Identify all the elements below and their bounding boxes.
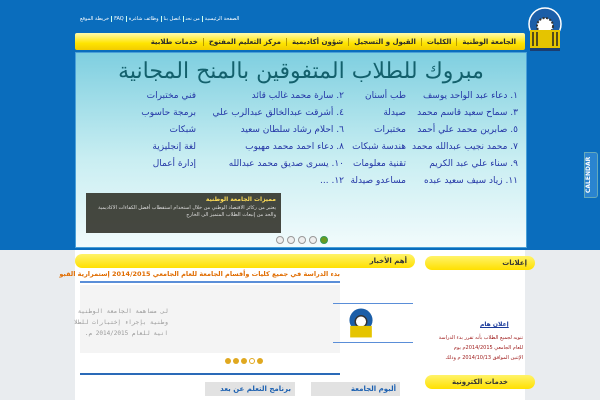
top-link-contact[interactable]: اتصل بنا: [161, 16, 183, 22]
gallery-header[interactable]: ألبوم الجامعة: [311, 382, 400, 396]
nav-academic[interactable]: شؤون أكاديمية: [286, 38, 348, 46]
scholar-major: فني مختبرات: [146, 91, 196, 101]
university-logo[interactable]: [527, 4, 563, 52]
news-line: انية للعام 2014/2015 م.: [84, 330, 168, 337]
announcement-link[interactable]: إعلان هام: [480, 321, 509, 328]
nav-student-services[interactable]: خدمات طلابية: [150, 37, 198, 46]
news-ticker[interactable]: بدء الدراسة في جميع كليات وأقسام الجامعة للعام الجامعي 2014/2015 إستمرارية القبو: [59, 270, 340, 278]
news-dot-active[interactable]: [249, 358, 255, 364]
divider: [333, 303, 413, 304]
news-line: لى مساهمة الجامعة الوطنية: [77, 308, 168, 315]
scholar-major: مختبرات: [373, 125, 406, 135]
scholar-name: ١. دعاء عبد الواحد يوسف: [422, 91, 518, 101]
top-link-about[interactable]: من نحن: [183, 16, 202, 22]
scholar-name: ٩. سناء علي عبد الكريم: [429, 159, 518, 169]
scholar-name: ٧. محمد نجيب عبدالله محمد: [412, 142, 518, 152]
distance-learning-header[interactable]: برنامج التعلم عن بعد: [205, 382, 295, 396]
nav-admission[interactable]: القبول و التسجيل: [348, 38, 421, 46]
scholar-major: هندسة شبكات: [352, 142, 406, 152]
slide-title: مبروك للطلاب المتفوقين بالمنح المجانية: [118, 59, 484, 84]
announcement-text: [428, 333, 523, 363]
news-logo: [348, 305, 374, 341]
top-link-home[interactable]: الصفحة الرئيسية: [202, 16, 242, 22]
news-dot[interactable]: [257, 358, 263, 364]
slider-dot[interactable]: [309, 236, 317, 244]
scholar-name: ١٢. ...: [320, 176, 344, 186]
top-link-faq[interactable]: FAQ: [111, 16, 126, 22]
scholar-major: إدارة أعمال: [152, 159, 196, 169]
scholar-major: صيدلة: [383, 108, 406, 118]
news-header: أهم الأخبار: [75, 254, 415, 268]
main-nav: [75, 33, 525, 50]
slide-caption: [86, 193, 281, 233]
top-link-sitemap[interactable]: خريطة الموقع: [80, 16, 110, 22]
scholar-name: ١١. زياد سيف سعيد عبده: [424, 176, 518, 186]
caption-title: مميزات الجامعة الوطنية: [205, 196, 276, 203]
news-dot[interactable]: [241, 358, 247, 364]
slider-dot[interactable]: [287, 236, 295, 244]
scholar-name: ٣. سماح سعيد قاسم محمد: [417, 108, 518, 118]
top-links: [78, 16, 241, 22]
news-text: [74, 306, 168, 339]
nav-open-learning[interactable]: مركز التعليم المفتوح: [203, 38, 286, 46]
divider: [80, 373, 340, 375]
nav-colleges[interactable]: الكليات: [421, 38, 456, 46]
scholar-name: ١٠. يسرى صديق محمد عبدالله: [228, 159, 344, 169]
scholar-major: طب أسنان: [365, 91, 406, 101]
caption-text: يعتبر من ركائز الاقتصاد الوطني من خلال استخدام استقطاب أفضل الكفاءات الاكاديمية والحد من إنبعاث الطلاب المتميز الى الخارج: [98, 205, 276, 218]
calendar-tab[interactable]: CALENDAR: [584, 152, 598, 198]
divider: [333, 342, 413, 343]
eservices-header: خدمات الكترونية: [425, 375, 535, 389]
nav-university[interactable]: الجامعة الوطنية: [456, 38, 521, 46]
scholar-major: برمجة حاسوب: [141, 108, 196, 118]
divider: [80, 281, 340, 283]
slider-pager: [276, 236, 328, 244]
scholar-name: ٤. أشرقت عبدالخالق عبدالرب علي: [212, 108, 344, 118]
news-dot[interactable]: [225, 358, 231, 364]
scholar-name: ٨. دعاء احمد محمد مهيوب: [245, 142, 344, 152]
announcement-line: للعام الجامعي 2014/2015م يوم: [453, 345, 523, 351]
image-slider[interactable]: [75, 52, 527, 248]
scholar-major: شبكات: [169, 125, 196, 135]
scholar-major: لغة إنجليزية: [152, 142, 196, 152]
announcement-line: تنويه لجميع الطلاب بأنه تقرر بدء الدراسة: [438, 335, 523, 341]
news-dot[interactable]: [233, 358, 239, 364]
news-line: وطنية بإجراء إختبارات للطلا: [74, 319, 168, 326]
scholar-name: ٢. سارة محمد غالب قائد: [251, 91, 344, 101]
slider-dot[interactable]: [298, 236, 306, 244]
scholar-name: ٥. صابرين محمد علي أحمد: [417, 125, 518, 135]
scholar-name: ٦. احلام رشاد سلطان سعيد: [240, 125, 344, 135]
scholar-major: تقنية معلومات: [352, 159, 406, 169]
slider-dot[interactable]: [276, 236, 284, 244]
slider-dot-active[interactable]: [320, 236, 328, 244]
top-link-jobs[interactable]: وظائف شاغرة: [126, 16, 161, 22]
announcement-line: الإثنين الموافق 2014/10/13 م وذلك: [445, 355, 523, 361]
news-pager: [225, 358, 263, 364]
scholar-major: مساعدو صيدلة: [350, 176, 406, 186]
announcements-header: إعلانات: [425, 256, 535, 270]
